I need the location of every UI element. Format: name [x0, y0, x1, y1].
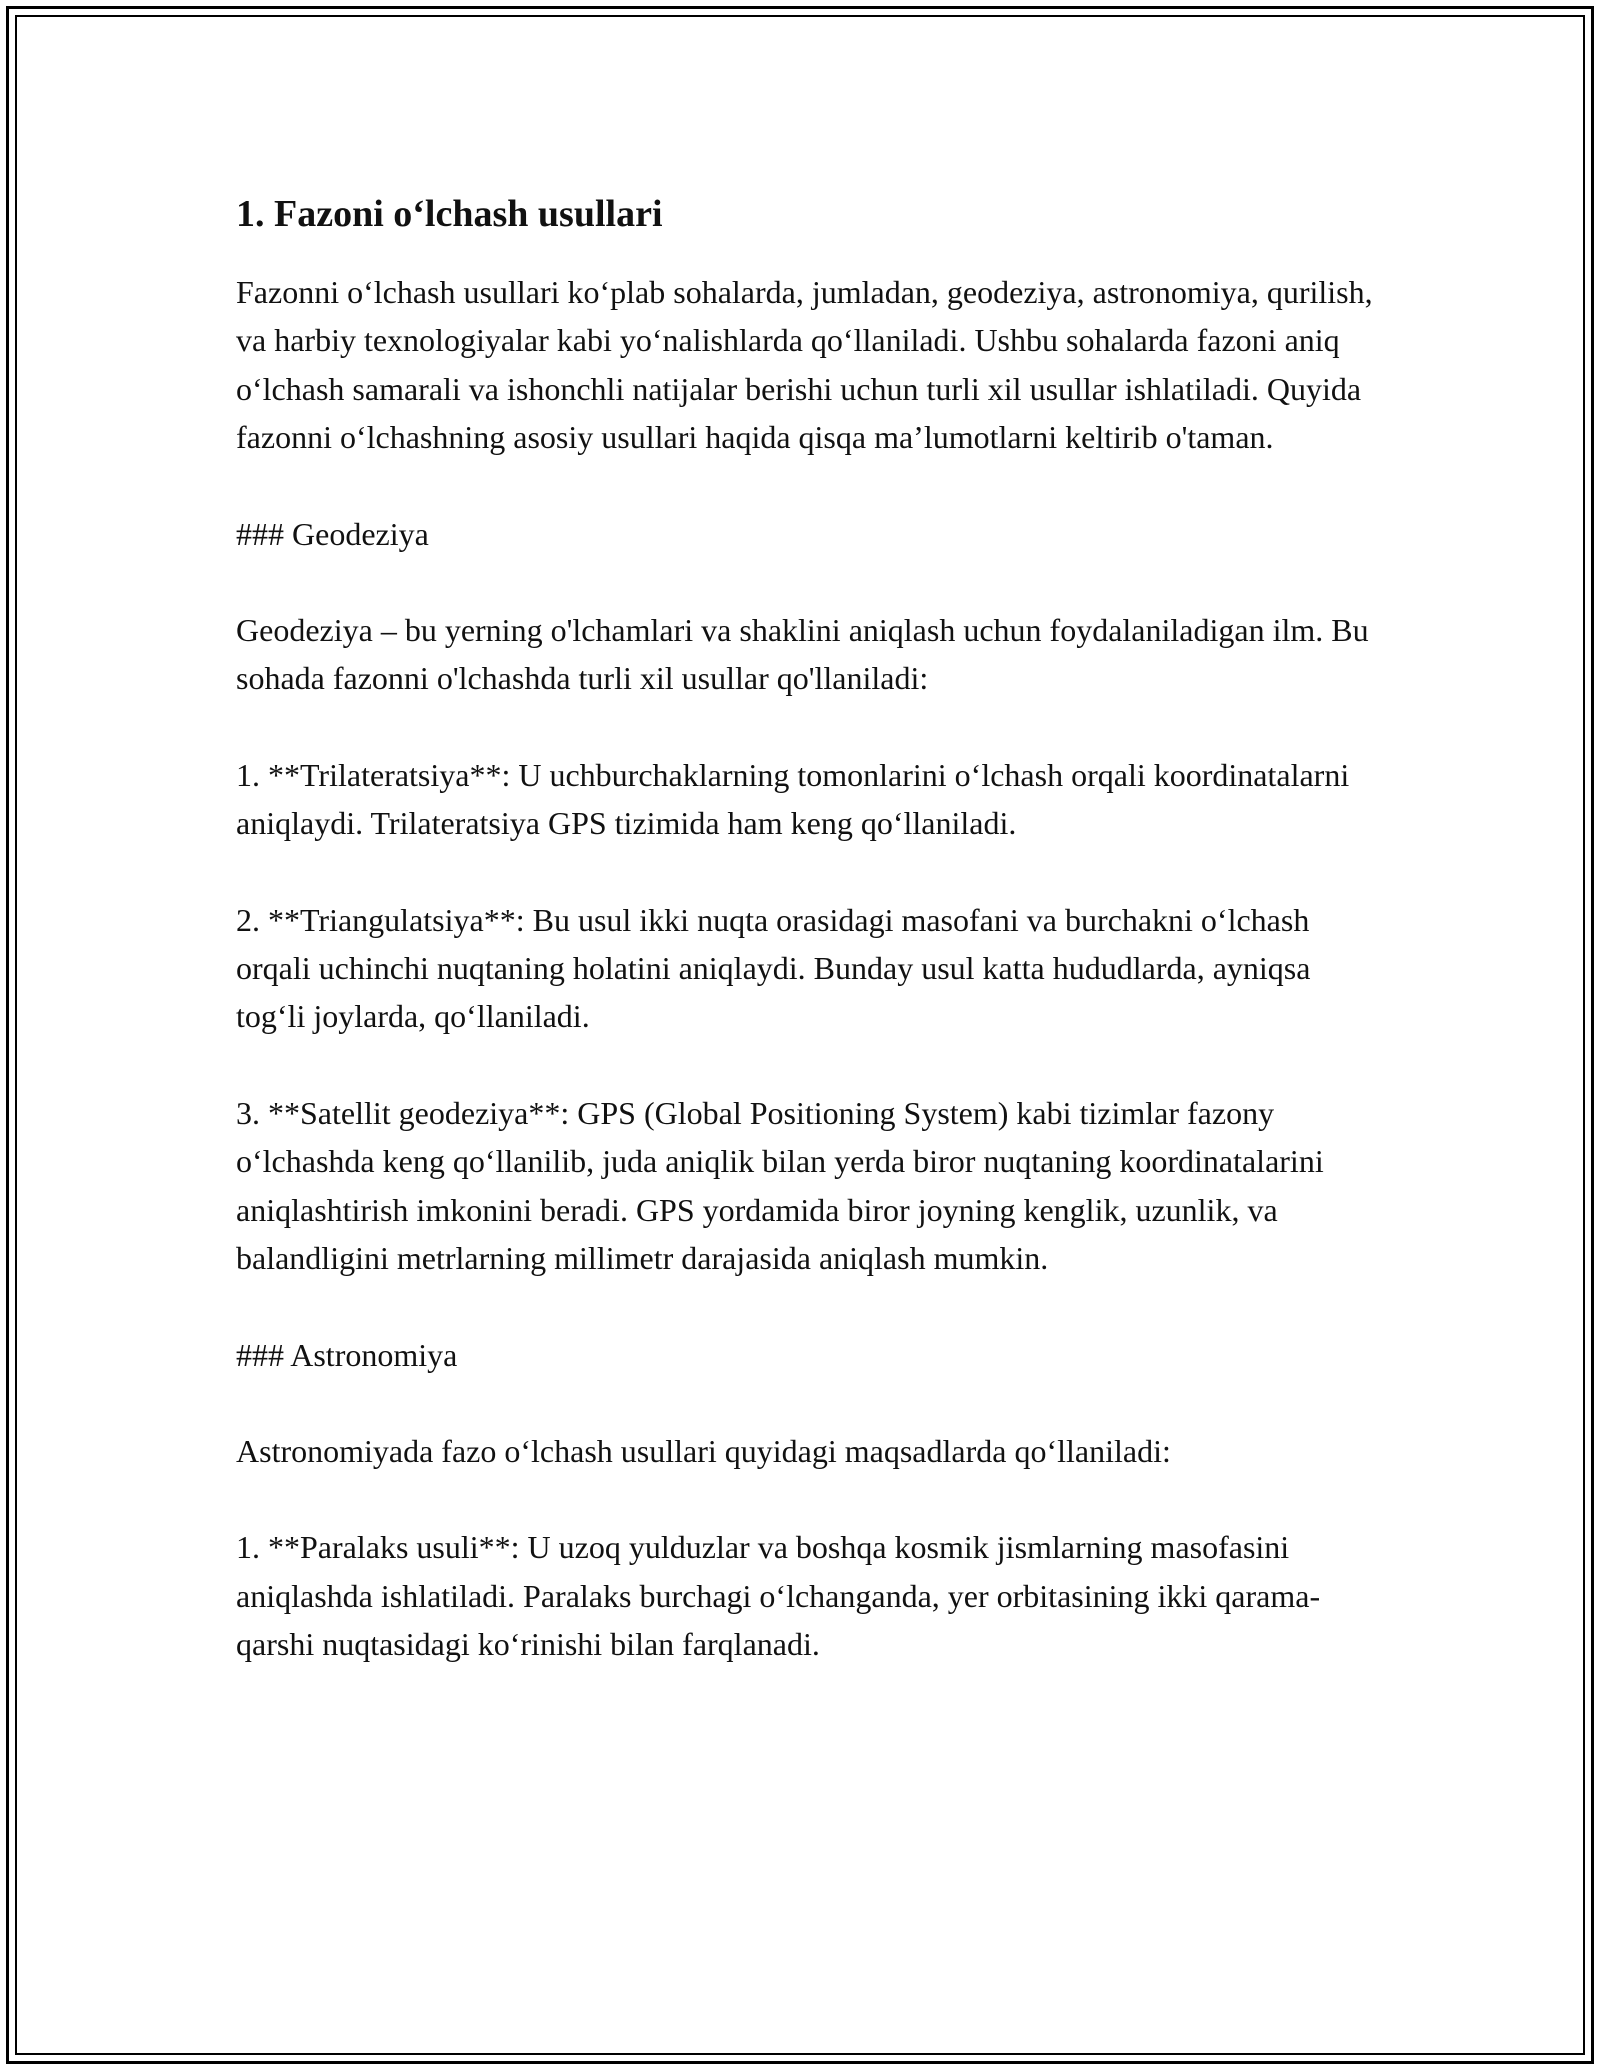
section-heading-astronomiya: ### Astronomiya — [236, 1336, 458, 1373]
document-body — [236, 186, 1376, 1669]
document-title: 1. Fazoni o‘lchash usullari — [236, 193, 663, 235]
list-item-trilateratsiya: 1. **Trilateratsiya**: U uchburchaklarning tomonlarini o‘lchash orqali koordinatalarni aniqlaydi. Trilateratsiya GPS tizimida ham keng qo‘llaniladi. — [236, 756, 1350, 842]
geodeziya-paragraph: Geodeziya – bu yerning o'lchamlari va shaklini aniqlash uchun foydalaniladigan ilm. Bu sohada fazonni o'lchashda turli xil usullar qo'llaniladi: — [236, 612, 1369, 697]
list-item-satellit-geodeziya: 3. **Satellit geodeziya**: GPS (Global Positioning System) kabi tizimlar fazony o‘lchashda keng qo‘llanilib, juda aniqlik bilan yerda biror nuqtaning koordinatalarini aniqlashtirish imkonini beradi. GPS yordamida biror joyning kenglik, uzunlik, va balandligini metrlarning millimetr darajasida aniqlash mumkin. — [236, 1094, 1324, 1277]
list-item-paralaks: 1. **Paralaks usuli**: U uzoq yulduzlar va boshqa kosmik jismlarning masofasini aniqlashda ishlatiladi. Paralaks burchagi o‘lchanganda, yer orbitasining ikki qarama-qarshi nuqtasidagi ko‘rinishi bilan farqlanadi. — [236, 1529, 1321, 1663]
intro-paragraph: Fazonni o‘lchash usullari ko‘plab sohalarda, jumladan, geodeziya, astronomiya, qurilish, va harbiy texnologiyalar kabi yo‘nalishlarda qo‘llaniladi. Ushbu sohalarda fazoni aniq o‘lchash samarali va ishonchli natijalar berishi uchun turli xil usullar ishlatiladi. Quyida fazonni o‘lchashning asosiy usullari haqida qisqa ma’lumotlarni keltirib o'taman. — [236, 274, 1373, 456]
astronomiya-paragraph: Astronomiyada fazo o‘lchash usullari quyidagi maqsadlarda qo‘llaniladi: — [236, 1432, 1171, 1469]
section-heading-geodeziya: ### Geodeziya — [236, 515, 429, 552]
list-item-triangulatsiya: 2. **Triangulatsiya**: Bu usul ikki nuqta orasidagi masofani va burchakni o‘lchash orqali uchinchi nuqtaning holatini aniqlaydi. Bunday usul katta hududlarda, ayniqsa tog‘li joylarda, qo‘llaniladi. — [236, 901, 1311, 1035]
